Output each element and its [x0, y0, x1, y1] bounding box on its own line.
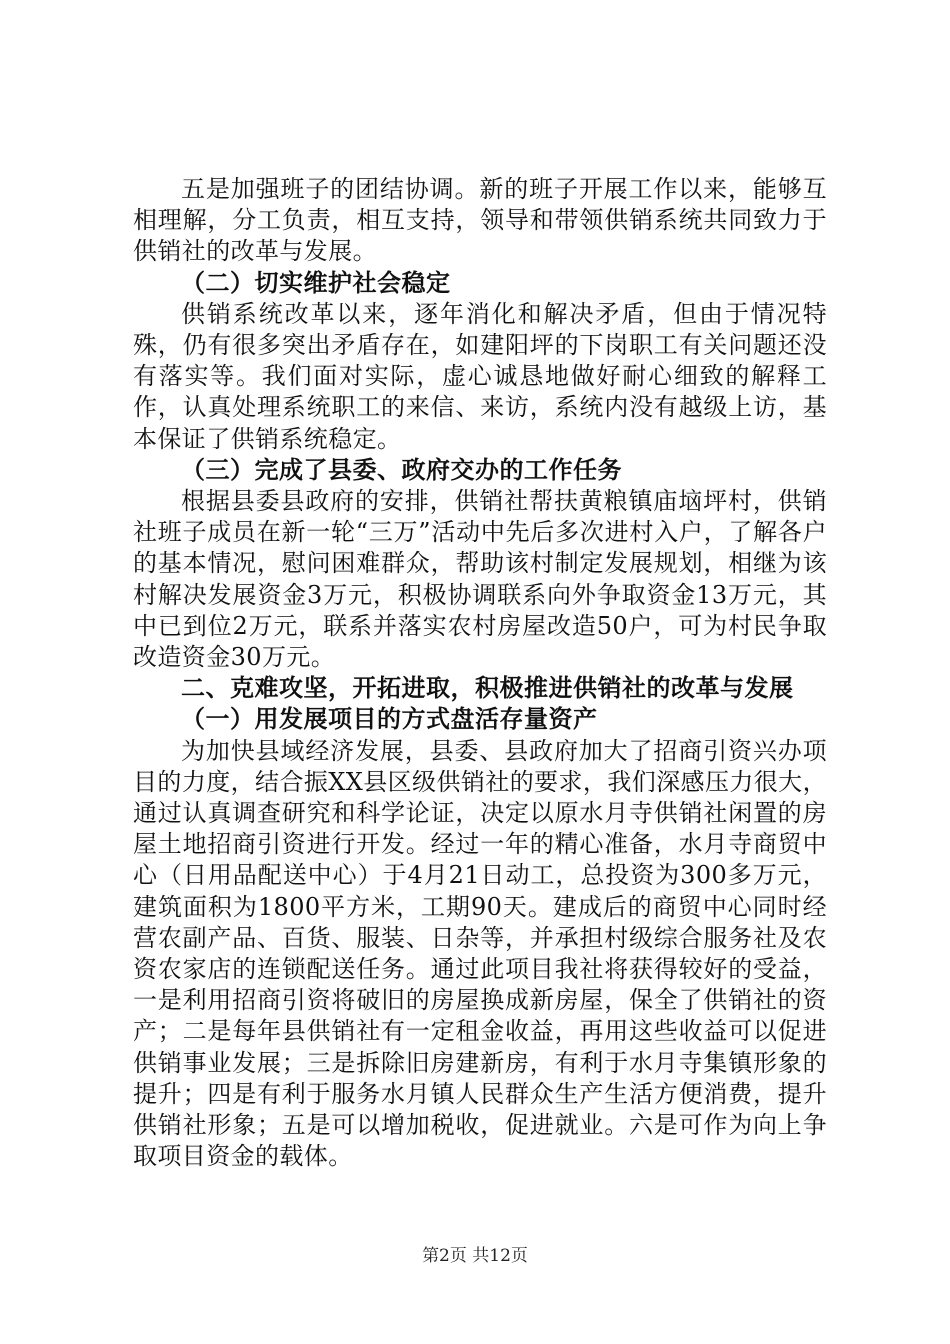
heading-social-stability: （二）切实维护社会稳定 [181, 268, 451, 297]
paragraph-asset-revitalization: 为加快县域经济发展，县委、县政府加大了招商引资兴办项目的力度，结合振XX县区级供销社的要求，我们深感压力很大，通过认真调查研究和科学论证，决定以原水月寺供销社闲置的房屋土地招商引资进行开发。经过一年的精心准备，水月寺商贸中心（日用品配送中心）于4月21日动工，总投资为300多万元，建筑面积为1800平方米，工期90天。建成后的商贸中心同时经营农副产品、百货、服装、日杂等，并承担村级综合服务社及农资农家店的连锁配送任务。通过此项目我社将获得较好的受益，一是利用招商引资将破旧的房屋换成新房屋，保全了供销社的资产；二是每年县供销社有一定租金收益，再用这些收益可以促进供销事业发展；三是拆除旧房建新房，有利于水月寺集镇形象的提升；四是有利于服务水月镇人民群众生产生活方便消费，提升供销社形象；五是可以增加税收，促进就业。六是可作为向上争取项目资金的载体。 [133, 736, 827, 1171]
heading-assigned-tasks: （三）完成了县委、政府交办的工作任务 [181, 455, 622, 484]
page-number-footer: 第2页 共12页 [422, 1246, 528, 1266]
heading-asset-revitalization: （一）用发展项目的方式盘活存量资产 [181, 705, 598, 734]
document-body [133, 174, 827, 1173]
paragraph-social-stability: 供销系统改革以来，逐年消化和解决矛盾，但由于情况特殊，仍有很多突出矛盾存在，如建阳坪的下岗职工有关问题还没有落实等。我们面对实际，虚心诚恳地做好耐心细致的解释工作，认真处理系统职工的来信、来访，系统内没有越级上访，基本保证了供销系统稳定。 [133, 299, 827, 453]
heading-section-two: 二、克难攻坚，开拓进取，积极推进供销社的改革与发展 [181, 674, 794, 703]
paragraph-leadership-unity: 五是加强班子的团结协调。新的班子开展工作以来，能够互相理解，分工负责，相互支持，领导和带领供销系统共同致力于供销社的改革与发展。 [133, 175, 827, 266]
paragraph-assigned-tasks: 根据县委县政府的安排，供销社帮扶黄粮镇庙垴坪村，供销社班子成员在新一轮“三万”活动中先后多次进村入户，了解各户的基本情况，慰问困难群众，帮助该村制定发展规划，相继为该村解决发展资金3万元，积极协调联系向外争取资金13万元，其中已到位2万元，联系并落实农村房屋改造50户，可为村民争取改造资金30万元。 [133, 487, 827, 672]
